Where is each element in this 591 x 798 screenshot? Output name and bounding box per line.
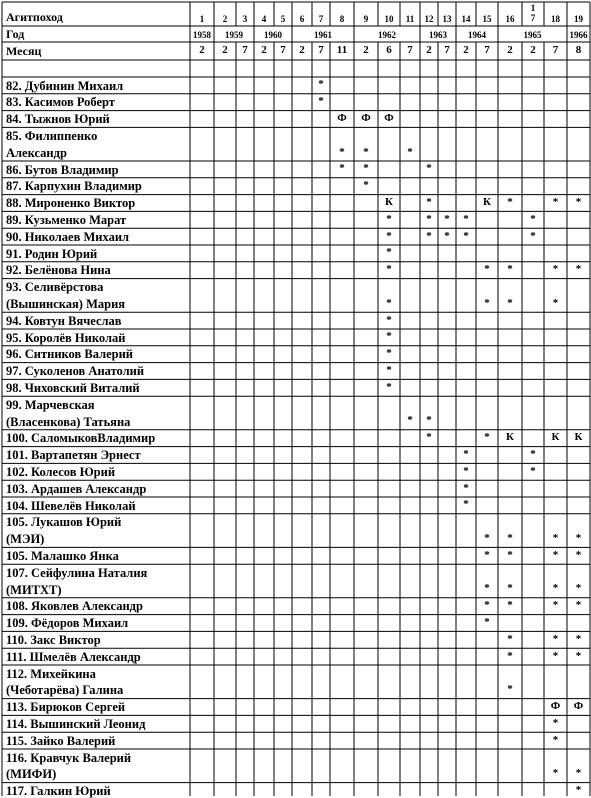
participation-mark: *: [363, 179, 369, 192]
participant-name: 86. Бутов Владимир: [6, 162, 119, 177]
participant-name: (МЭИ): [6, 532, 45, 547]
trip-number: 8: [339, 14, 345, 24]
trip-number: 4: [261, 14, 267, 24]
participant-name: 83. Касимов Роберт: [6, 95, 115, 110]
participation-mark: *: [552, 582, 559, 595]
year-label: 1960: [264, 30, 282, 40]
participation-mark: *: [463, 229, 469, 242]
participation-mark: *: [318, 95, 324, 108]
participation-mark: *: [552, 716, 559, 729]
participation-mark: *: [530, 212, 536, 225]
participation-mark: *: [507, 599, 513, 612]
participation-mark: *: [575, 632, 582, 645]
participation-mark: *: [552, 733, 559, 746]
month-value: 7: [552, 44, 559, 56]
participant-name: 117. Галкин Юрий: [6, 784, 111, 798]
participation-mark: Ф: [550, 699, 561, 712]
participation-mark: *: [484, 582, 490, 595]
participation-mark: *: [386, 263, 392, 276]
participation-mark: *: [484, 599, 490, 612]
participant-name: 102. Колесов Юрий: [6, 464, 116, 479]
participation-mark: *: [530, 447, 536, 460]
participation-mark: *: [407, 414, 413, 427]
trip-number: 3: [242, 14, 248, 24]
participant-name: 98. Чиховский Виталий: [6, 380, 140, 395]
month-value: 2: [222, 44, 228, 56]
participation-mark: *: [575, 548, 582, 561]
header-label-trip: Агитпоход: [6, 10, 63, 24]
participant-name: 116. Кравчук Валерий: [6, 750, 132, 765]
participation-mark: *: [575, 582, 582, 595]
participant-name: 89. Кузьменко Марат: [6, 212, 127, 227]
year-label: 1966: [569, 30, 588, 40]
participation-mark: *: [552, 548, 559, 561]
participation-mark: *: [426, 212, 432, 225]
participation-mark: *: [426, 414, 432, 427]
trip-number: 16: [505, 14, 515, 24]
participation-mark: *: [426, 431, 432, 444]
trip-number: 7: [318, 14, 324, 24]
year-label: 1958: [193, 30, 211, 40]
month-value: 2: [261, 44, 267, 56]
participant-name: 109. Фёдоров Михаил: [6, 616, 129, 631]
month-value: 2: [507, 44, 513, 56]
participation-mark: К: [483, 195, 491, 208]
participation-mark: Ф: [337, 111, 347, 124]
participant-name: 84. Тыжнов Юрий: [6, 112, 110, 127]
participation-mark: Ф: [573, 699, 584, 712]
participation-mark: *: [484, 431, 490, 444]
trip-number: 1: [199, 14, 205, 24]
participation-mark: *: [507, 683, 513, 696]
participation-mark: *: [339, 162, 345, 175]
participant-name: 100. СаломыковВладимир: [6, 431, 156, 446]
participant-name: 85. Филиппенко: [6, 128, 98, 143]
participation-mark: *: [463, 481, 469, 494]
month-value: 2: [199, 44, 205, 56]
trip-number: 11: [405, 14, 415, 24]
participation-mark: *: [530, 229, 536, 242]
participation-mark: *: [507, 548, 513, 561]
month-value: 8: [575, 44, 582, 56]
participant-name: (МИФИ): [6, 767, 57, 782]
month-value: 7: [318, 44, 324, 56]
month-value: 7: [280, 44, 286, 56]
trip-number: 15: [482, 14, 492, 24]
participation-mark: *: [575, 783, 582, 796]
participation-mark: *: [426, 229, 432, 242]
year-label: 1964: [468, 30, 486, 40]
month-value: 7: [444, 44, 450, 56]
participation-mark: *: [444, 212, 450, 225]
participation-mark: *: [318, 78, 324, 91]
participation-mark: *: [484, 615, 490, 628]
participation-mark: *: [552, 767, 559, 780]
participant-name: 105. Лукашов Юрий: [6, 515, 122, 530]
participation-mark: К: [385, 195, 393, 208]
participation-mark: *: [575, 599, 582, 612]
participation-mark: Ф: [384, 111, 394, 124]
participant-name: 94. Ковтун Вячеслав: [6, 313, 122, 328]
participant-name: 96. Ситников Валерий: [6, 347, 133, 362]
participation-mark: К: [506, 431, 514, 444]
participation-mark: *: [575, 531, 582, 544]
month-value: 6: [386, 44, 392, 56]
participation-mark: *: [552, 599, 559, 612]
trip-number: 2: [222, 14, 228, 24]
participation-mark: Ф: [361, 111, 371, 124]
participant-name: 88. Мироненко Виктор: [6, 196, 136, 211]
participant-name: (Власенкова) Татьяна: [6, 414, 131, 429]
participation-mark: *: [386, 313, 392, 326]
participation-mark: *: [552, 296, 559, 309]
trip-number: 18: [551, 14, 560, 24]
year-label: 1962: [378, 30, 396, 40]
participant-name: 111. Шмелёв Александр: [6, 649, 141, 664]
participant-name: 105. Малашко Янка: [6, 548, 119, 563]
participation-mark: *: [552, 632, 559, 645]
participation-mark: *: [386, 380, 392, 393]
participation-mark: *: [463, 447, 469, 460]
trip-number: 14: [461, 14, 471, 24]
participant-name: Александр: [6, 145, 67, 160]
participant-name: 101. Вартапетян Эрнест: [6, 448, 141, 463]
participation-mark: *: [507, 296, 513, 309]
trip-number: 6: [299, 14, 305, 24]
participant-name: 114. Вышинский Леонид: [6, 716, 146, 731]
participant-name: 97. Суколенов Анатолий: [6, 364, 145, 379]
participant-name: (МИТХТ): [6, 582, 62, 597]
participant-name: 92. Белёнова Нина: [6, 263, 111, 278]
participant-name: (Вышинская) Мария: [6, 296, 126, 311]
month-value: 2: [363, 44, 369, 56]
participation-mark: *: [507, 649, 513, 662]
participation-mark: *: [507, 195, 513, 208]
participation-mark: *: [575, 767, 582, 780]
participant-name: 91. Родин Юрий: [6, 246, 98, 261]
participation-mark: *: [552, 263, 559, 276]
participation-mark: *: [426, 195, 432, 208]
month-value: 2: [463, 44, 469, 56]
participation-mark: *: [507, 531, 513, 544]
participation-mark: *: [507, 582, 513, 595]
month-value: 2: [299, 44, 305, 56]
month-value: 7: [407, 44, 413, 56]
participant-name: 115. Зайко Валерий: [6, 733, 116, 748]
participation-mark: *: [407, 145, 413, 158]
participation-mark: *: [386, 229, 392, 242]
trip-number: 5: [280, 14, 286, 24]
month-value: 2: [530, 44, 536, 56]
participation-mark: *: [484, 531, 490, 544]
participation-mark: *: [386, 330, 392, 343]
participation-mark: *: [484, 296, 490, 309]
participation-mark: *: [444, 229, 450, 242]
trip-number: 17: [530, 3, 536, 23]
trip-number: 9: [363, 14, 369, 24]
trip-number: 12: [424, 14, 434, 24]
participation-mark: *: [575, 195, 582, 208]
month-value: 2: [426, 44, 432, 56]
year-label: 1963: [429, 30, 447, 40]
participant-name: 95. Королёв Николай: [6, 330, 126, 345]
participation-mark: *: [575, 649, 582, 662]
month-value: 7: [484, 44, 490, 56]
participation-mark: *: [507, 263, 513, 276]
participation-mark: *: [552, 195, 559, 208]
month-value: 7: [242, 44, 248, 56]
header-label-year: Год: [6, 27, 25, 41]
participant-name: 99. Марчевская: [6, 397, 95, 412]
participant-name: 103. Ардашев Александр: [6, 481, 147, 496]
participant-name: 112. Михейкина: [6, 666, 96, 681]
participant-name: 107. Сейфулина Наталия: [6, 565, 148, 580]
participation-mark: *: [339, 145, 345, 158]
participation-mark: *: [552, 531, 559, 544]
participation-mark: *: [386, 363, 392, 376]
participation-mark: *: [386, 212, 392, 225]
participant-name: 110. Закс Виктор: [6, 632, 101, 647]
participant-name: 82. Дубинин Михаил: [6, 78, 124, 93]
participation-mark: *: [386, 296, 392, 309]
participation-mark: *: [363, 145, 369, 158]
participation-mark: *: [463, 498, 469, 511]
participant-name: 93. Селивёрстова: [6, 280, 104, 295]
participation-mark: *: [530, 464, 536, 477]
participant-name: 108. Яковлев Александр: [6, 599, 143, 614]
participation-mark: *: [463, 212, 469, 225]
header-label-month: Месяц: [6, 44, 42, 58]
participant-name: 104. Шевелёв Николай: [6, 498, 136, 513]
participant-name: 90. Николаев Михаил: [6, 229, 130, 244]
participation-mark: *: [507, 632, 513, 645]
participation-mark: *: [386, 347, 392, 360]
trip-number: 13: [442, 14, 452, 24]
participation-mark: *: [484, 548, 490, 561]
participation-mark: К: [574, 431, 583, 444]
year-label: 1959: [225, 30, 243, 40]
participant-name: (Чеботарёва) Галина: [6, 683, 124, 698]
participation-mark: *: [484, 263, 490, 276]
year-label: 1961: [314, 30, 332, 40]
trip-number: 19: [574, 14, 583, 24]
participation-mark: *: [426, 162, 432, 175]
participation-mark: *: [463, 464, 469, 477]
trip-number: 10: [384, 14, 394, 24]
participation-mark: *: [552, 649, 559, 662]
month-value: 11: [336, 44, 348, 56]
participation-mark: *: [363, 162, 369, 175]
participation-mark: *: [575, 263, 582, 276]
year-label: 1965: [523, 30, 542, 40]
participation-mark: К: [551, 431, 560, 444]
participation-mark: *: [386, 246, 392, 259]
participant-name: 113. Бирюков Сергей: [6, 700, 126, 715]
participant-name: 87. Карпухин Владимир: [6, 179, 142, 194]
